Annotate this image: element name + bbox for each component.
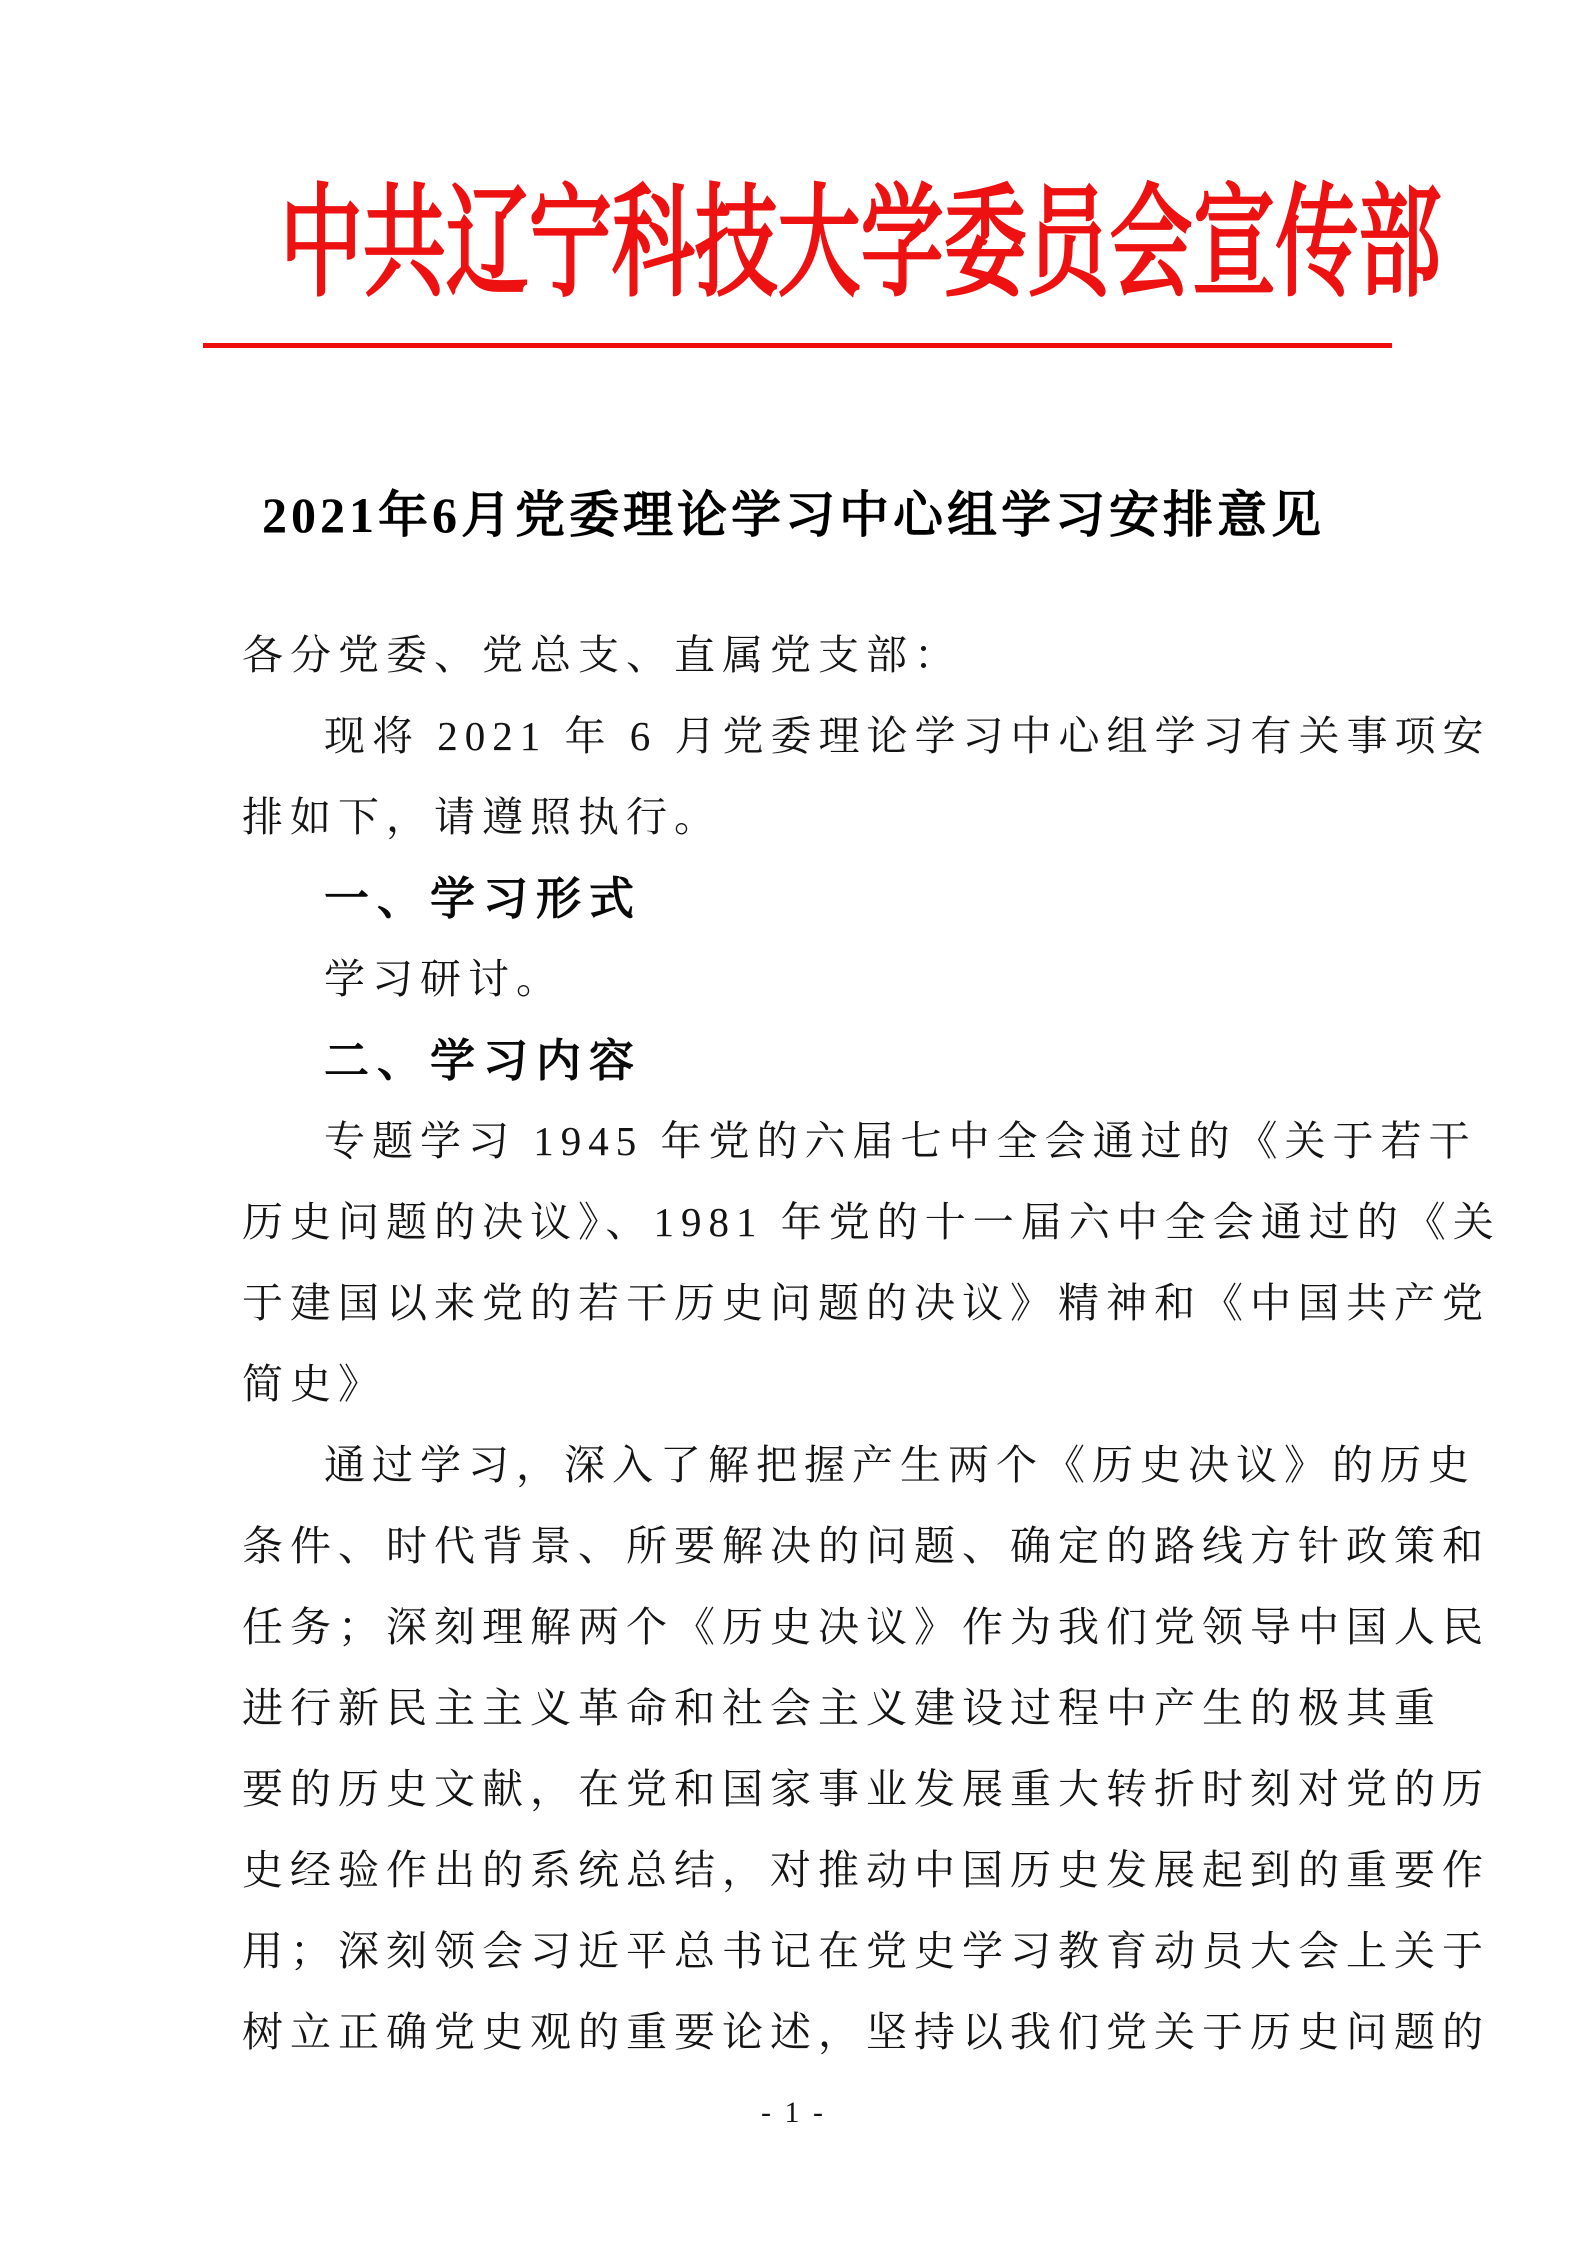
page-number: - 1 - [761, 2096, 826, 2129]
paragraph-line: 排如下，请遵照执行。 [242, 794, 722, 840]
paragraph-line: 进行新民主主义革命和社会主义建设过程中产生的极其重 [242, 1685, 1442, 1731]
red-divider-rule [203, 343, 1392, 348]
paragraph-line: 要的历史文献，在党和国家事业发展重大转折时刻对党的历 [242, 1766, 1490, 1812]
paragraph-line: 现将 2021 年 6 月党委理论学习中心组学习有关事项安 [324, 713, 1491, 759]
paragraph-line: 通过学习，深入了解把握产生两个《历史决议》的历史 [324, 1442, 1476, 1488]
paragraph-line: 专题学习 1945 年党的六届七中全会通过的《关于若干 [324, 1118, 1477, 1164]
document-title: 2021年6月党委理论学习中心组学习安排意见 [262, 487, 1325, 543]
salutation-line: 各分党委、党总支、直属党支部： [242, 632, 962, 678]
paragraph-line: 史经验作出的系统总结，对推动中国历史发展起到的重要作 [242, 1847, 1490, 1893]
document-body [242, 615, 1501, 2073]
paragraph-line: 简史》 [242, 1361, 386, 1407]
paragraph-line: 于建国以来党的若干历史问题的决议》精神和《中国共产党 [242, 1280, 1490, 1326]
paragraph-line: 条件、时代背景、所要解决的问题、确定的路线方针政策和 [242, 1523, 1490, 1569]
paragraph-line: 树立正确党史观的重要论述，坚持以我们党关于历史问题的 [242, 2009, 1490, 2055]
paragraph-line: 用；深刻领会习近平总书记在党史学习教育动员大会上关于 [242, 1928, 1490, 1974]
section-heading-line: 一、学习形式 [324, 873, 643, 924]
paragraph-line: 历史问题的决议》、1981 年党的十一届六中全会通过的《关 [242, 1199, 1501, 1245]
header-organization-title: 中共辽宁科技大学委员会宣传部 [279, 177, 1442, 312]
section-heading-line: 二、学习内容 [324, 1035, 643, 1086]
paragraph-line: 任务；深刻理解两个《历史决议》作为我们党领导中国人民 [242, 1604, 1490, 1650]
paragraph-line: 学习研讨。 [324, 956, 564, 1002]
